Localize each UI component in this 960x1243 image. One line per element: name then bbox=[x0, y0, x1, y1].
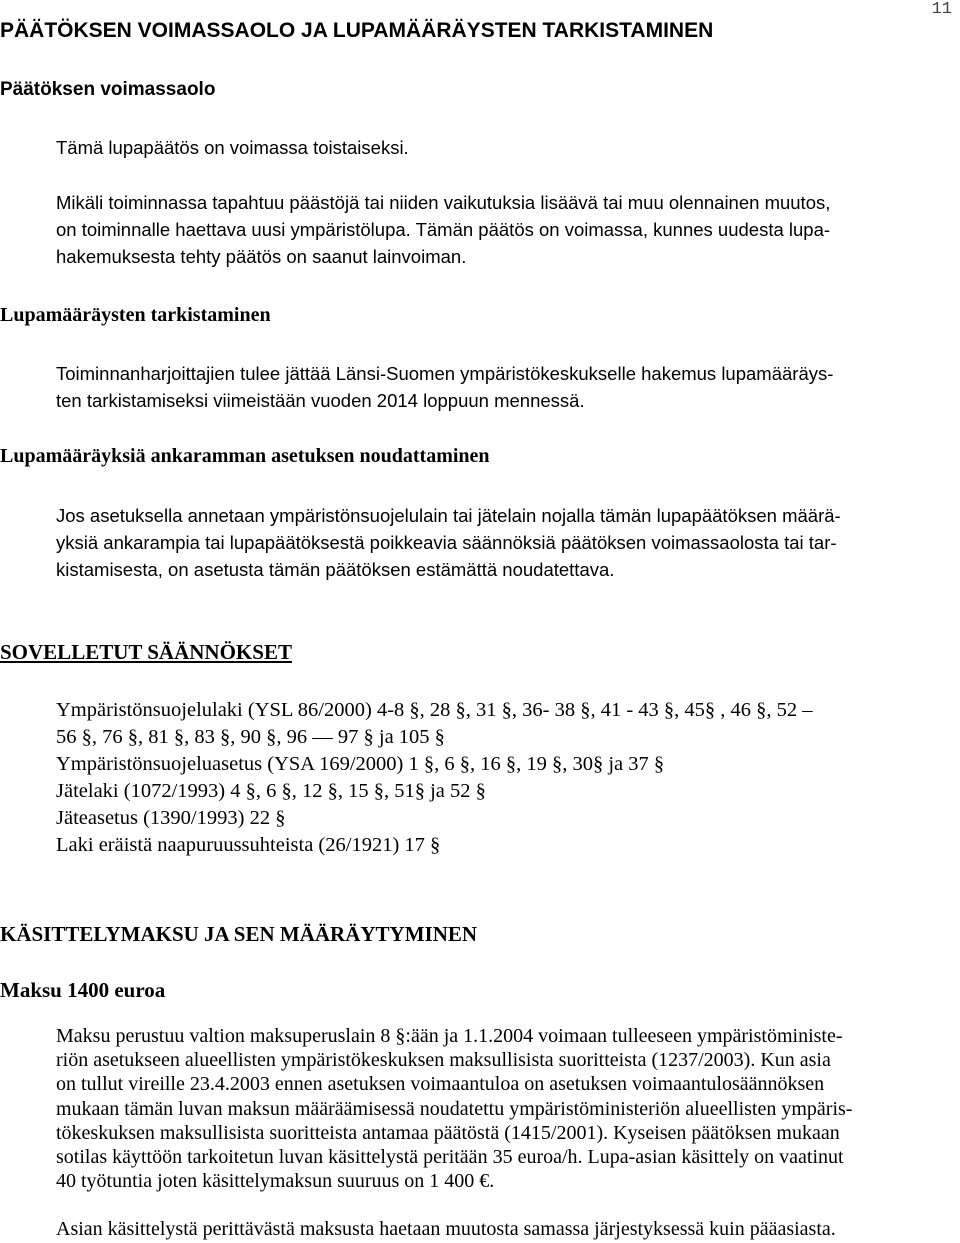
text-line: on tullut vireille 23.4.2003 ennen asetuksen voimaantuloa on asetuksen voimaantulosäännöksen bbox=[56, 1073, 825, 1096]
text-line: yksiä ankarampia tai lupapäätöksestä poikkeavia säännöksiä päätöksen voimassaolosta tai tar- bbox=[56, 532, 837, 553]
regulation-line: 56 §, 76 §, 81 §, 83 §, 90 §, 96 — 97 § ja 105 § bbox=[56, 726, 445, 748]
text-line: kistamisesta, on asetusta tämän päätöksen estämättä noudatettava. bbox=[56, 559, 615, 580]
paragraph-fee-basis bbox=[56, 1024, 956, 1193]
text-line: on toiminnalle haettava uusi ympäristölupa. Tämän päätös on voimassa, kunnes uudesta lupa- bbox=[56, 219, 831, 240]
subheading-permit-review: Lupamääräysten tarkistaminen bbox=[0, 304, 271, 326]
subheading-fee-amount: Maksu 1400 euroa bbox=[0, 978, 166, 1002]
text-line: tökeskuksen maksullisista suoritteista antamaa päätöstä (1415/2001). Kyseisen päätöksen mukaan bbox=[56, 1121, 840, 1144]
paragraph-change-requirement bbox=[56, 189, 956, 270]
section-title-decision-validity: PÄÄTÖKSEN VOIMASSAOLO JA LUPAMÄÄRÄYSTEN TARKISTAMINEN bbox=[0, 19, 714, 42]
subheading-decision-validity: Päätöksen voimassaolo bbox=[0, 79, 216, 100]
text-line: hakemuksesta tehty päätös on saanut lainvoiman. bbox=[56, 246, 467, 267]
text-line: 40 työtuntia joten käsittelymaksun suuruus on 1 400 €. bbox=[56, 1170, 495, 1193]
regulations-list bbox=[56, 697, 956, 859]
page-number: 11 bbox=[931, 0, 952, 19]
paragraph-fee-appeal: Asian käsittelystä perittävästä maksusta haetaan muutosta samassa järjestyksessä kuin pääasiasta. bbox=[56, 1218, 836, 1240]
text-line: sotilas käyttöön tarkoitetun luvan käsittelystä peritään 35 euroa/h. Lupa-asian käsittely on vaatinut bbox=[56, 1146, 844, 1169]
regulation-line: Jäteasetus (1390/1993) 22 § bbox=[56, 807, 286, 829]
text-line: Toiminnanharjoittajien tulee jättää Länsi-Suomen ympäristökeskukselle hakemus lupamääräys- bbox=[56, 363, 834, 384]
section-title-applied-regulations: SOVELLETUT SÄÄNNÖKSET bbox=[0, 640, 292, 664]
regulation-line: Jätelaki (1072/1993) 4 §, 6 §, 12 §, 15 §, 51§ ja 52 § bbox=[56, 780, 486, 802]
section-title-processing-fee: KÄSITTELYMAKSU JA SEN MÄÄRÄYTYMINEN bbox=[0, 922, 478, 946]
text-line: ten tarkistamiseksi viimeistään vuoden 2014 loppuun mennessä. bbox=[56, 390, 585, 411]
subheading-stricter-regulation: Lupamääräyksiä ankaramman asetuksen noudattaminen bbox=[0, 445, 490, 467]
text-line: Maksu perustuu valtion maksuperuslain 8 §:ään ja 1.1.2004 voimaan tulleeseen ympäristöministe- bbox=[56, 1025, 843, 1047]
paragraph-validity: Tämä lupapäätös on voimassa toistaiseksi. bbox=[56, 137, 409, 158]
paragraph-stricter-regulation bbox=[56, 502, 956, 583]
regulation-line: Laki eräistä naapuruussuhteista (26/1921) 17 § bbox=[56, 834, 441, 856]
regulation-line: Ympäristönsuojelulaki (YSL 86/2000) 4-8 §, 28 §, 31 §, 36- 38 §, 41 - 43 §, 45§ , 46 §, 52 – bbox=[56, 699, 813, 721]
regulation-line: Ympäristönsuojeluasetus (YSA 169/2000) 1 §, 6 §, 16 §, 19 §, 30§ ja 37 § bbox=[56, 753, 665, 775]
text-line: Mikäli toiminnassa tapahtuu päästöjä tai niiden vaikutuksia lisäävä tai muu olennainen muutos, bbox=[56, 192, 831, 213]
paragraph-permit-review bbox=[56, 360, 956, 414]
text-line: mukaan tämän luvan maksun määräämisessä noudatettu ympäristöministeriön alueellisten ympäris- bbox=[56, 1097, 853, 1120]
text-line: riön asetukseen alueellisten ympäristökeskuksen maksullisista suoritteista (1237/2003). Kun asia bbox=[56, 1049, 831, 1072]
text-line: Jos asetuksella annetaan ympäristönsuojelulain tai jätelain nojalla tämän lupapäätöksen määrä- bbox=[56, 505, 841, 526]
